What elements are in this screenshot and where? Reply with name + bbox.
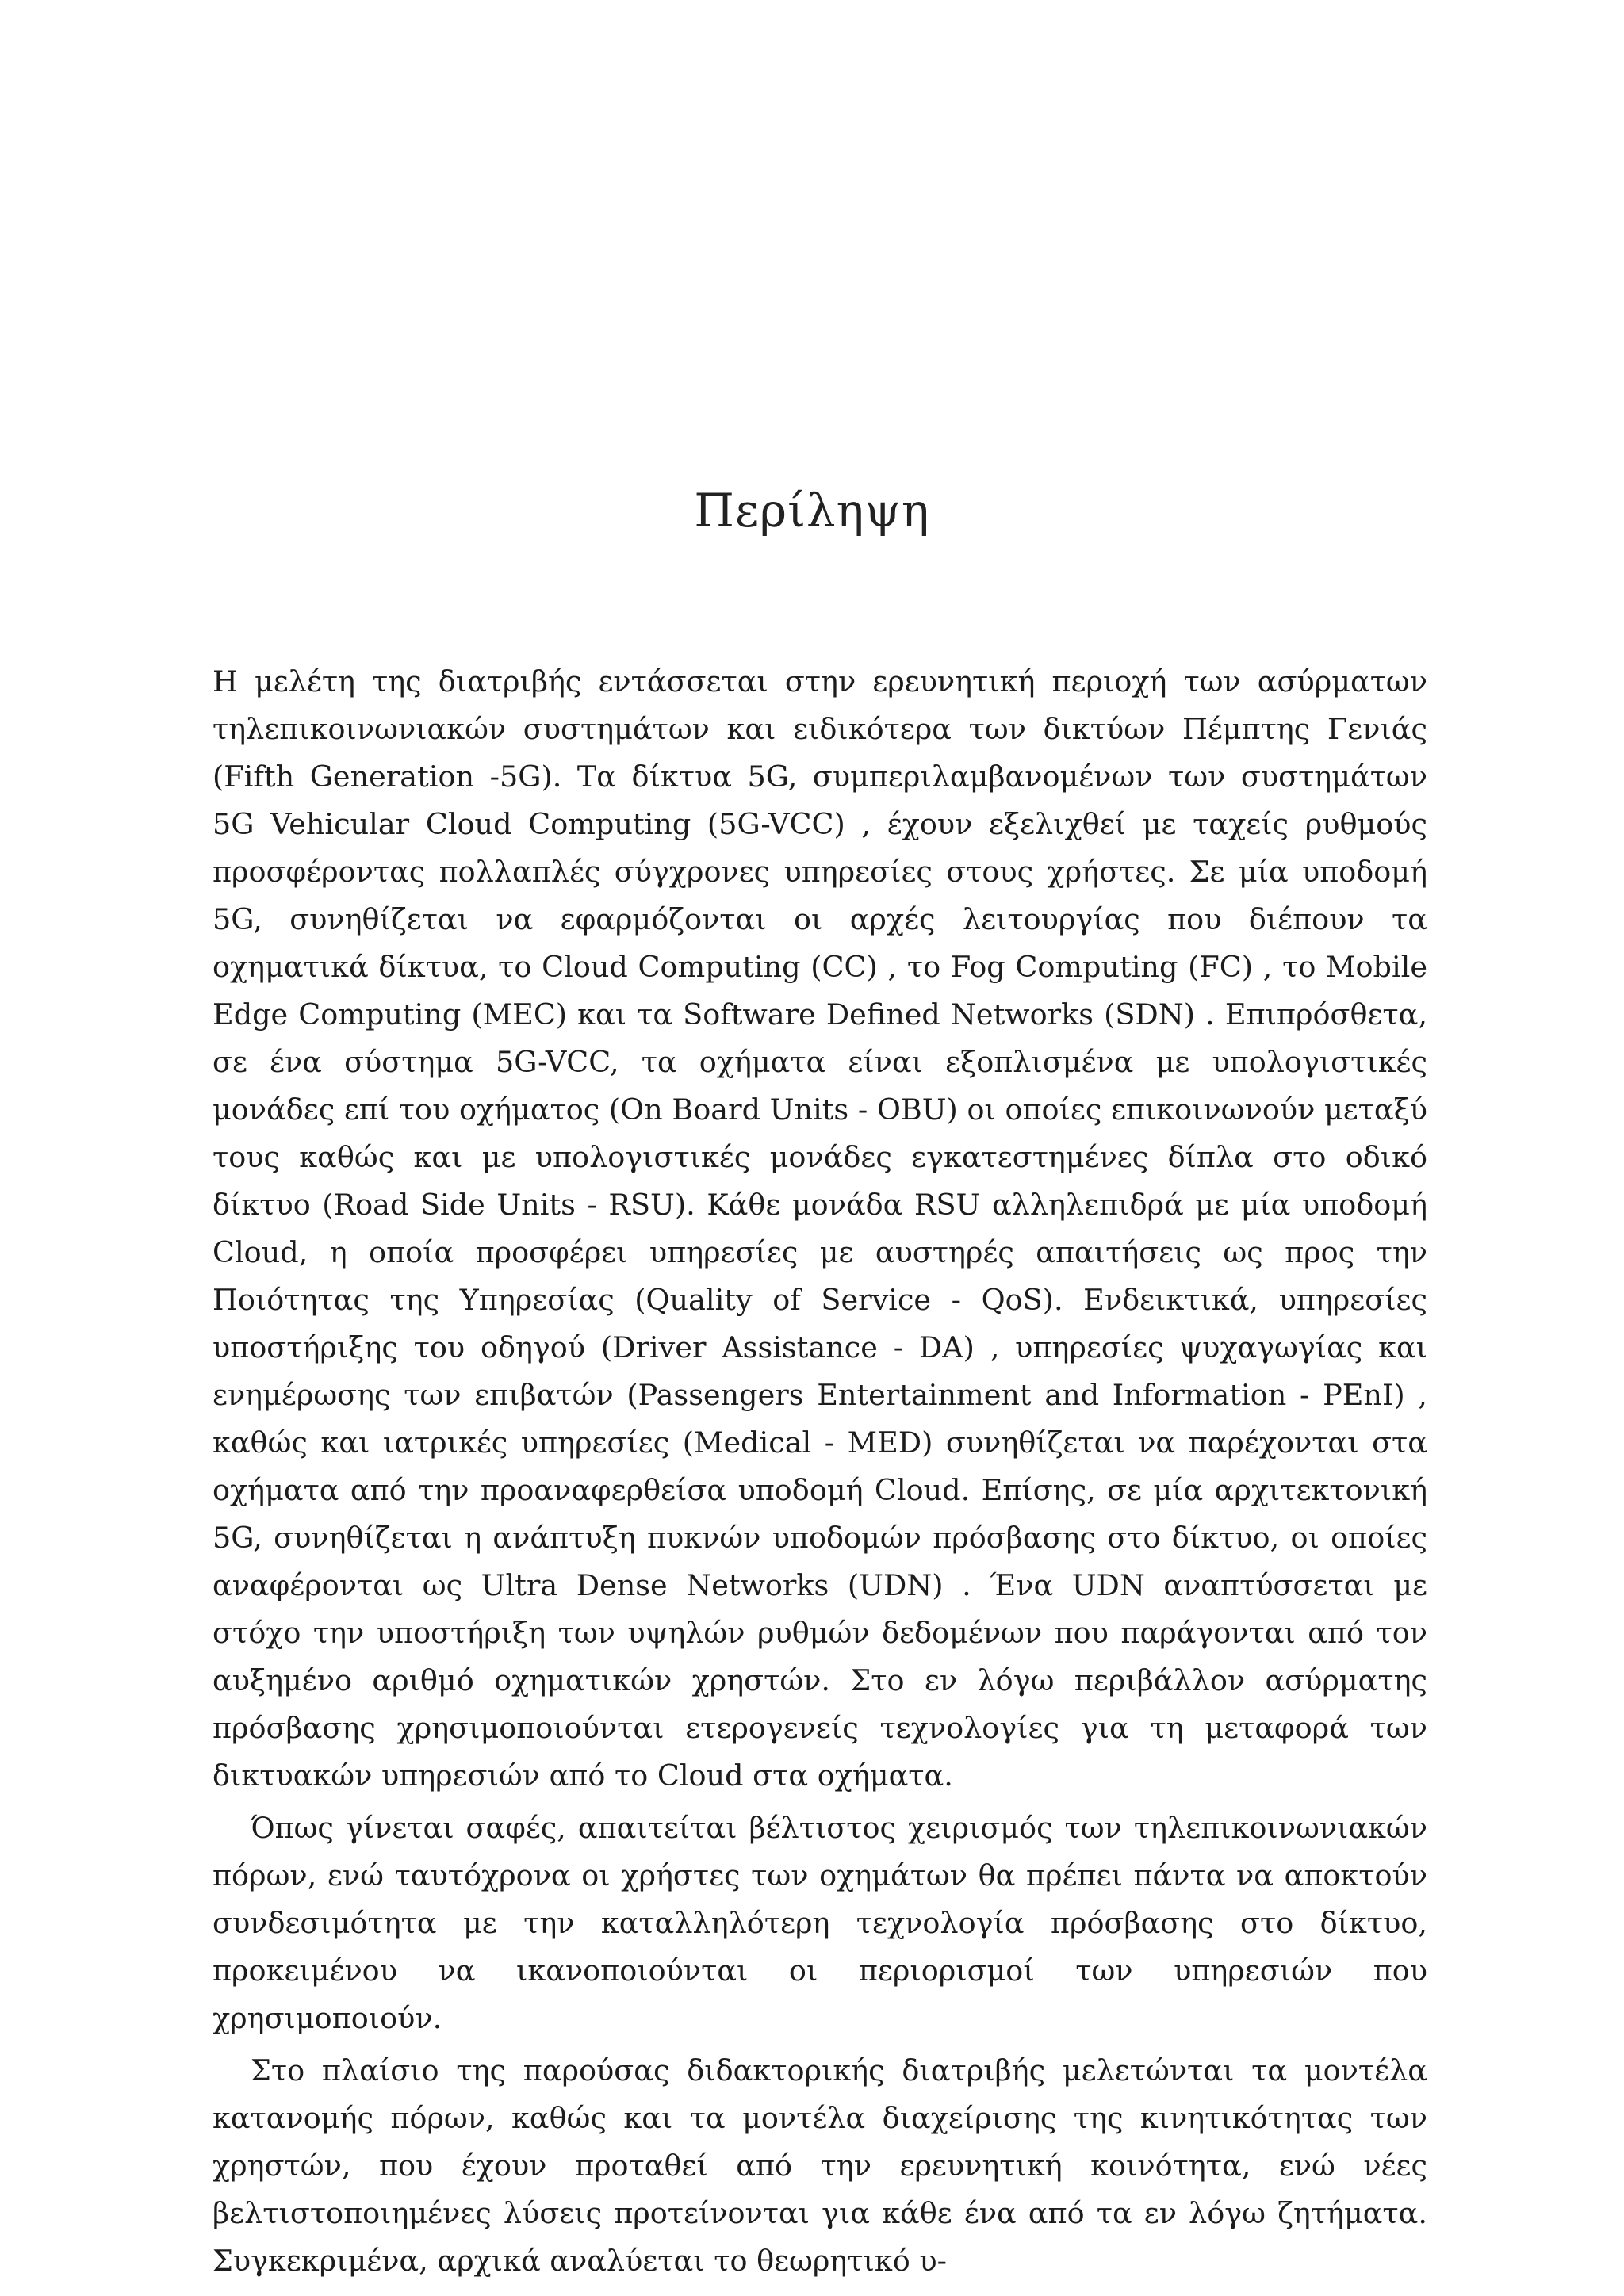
abstract-body bbox=[213, 658, 1427, 2285]
paragraph-3: Στο πλαίσιο της παρούσας διδακτορικής διατριβής μελετώνται τα μοντέλα κατανομής πόρων, καθώς και τα μοντέλα διαχείρισης της κινητικότητας των χρηστών, που έχουν προταθεί από την ερευνητική κοινότητα, ενώ νέες βελτιστοποιημένες λύσεις προτείνονται για κάθε ένα από τα εν λόγω ζητήματα. Συγκεκριμένα, αρχικά αναλύεται το θεωρητικό υ- bbox=[213, 2053, 1427, 2278]
paragraph-1: Η μελέτη της διατριβής εντάσσεται στην ερευνητική περιοχή των ασύρματων τηλεπικοινωνιακών συστημάτων και ειδικότερα των δικτύων Πέμπτης Γενιάς (Fifth Generation -5G). Τα δίκτυα 5G, συμπεριλαμβανομένων των συστημάτων 5G Vehicular Cloud Computing (5G-VCC) , έχουν εξελιχθεί με ταχείς ρυθμούς προσφέροντας πολλαπλές σύγχρονες υπηρεσίες στους χρήστες. Σε μία υποδομή 5G, συνηθίζεται να εφαρμόζονται οι αρχές λειτουργίας που διέπουν τα οχηματικά δίκτυα, το Cloud Computing (CC) , το Fog Computing (FC) , το Mobile Edge Computing (MEC) και τα Software Defined Networks (SDN) . Επιπρόσθετα, σε ένα σύστημα 5G-VCC, τα οχήματα είναι εξοπλισμένα με υπολογιστικές μονάδες επί του οχήματος (On Board Units - OBU) οι οποίες επικοινωνούν μεταξύ τους καθώς και με υπολογιστικές μονάδες εγκατεστημένες δίπλα στο οδικό δίκτυο (Road Side Units - RSU). Κάθε μονάδα RSU αλληλεπιδρά με μία υποδομή Cloud, η οποία προσφέρει υπηρεσίες με αυστηρές απαιτήσεις ως προς την Ποιότητας της Υπηρεσίας (Quality of Service - QoS). Ενδεικτικά, υπηρεσίες υποστήριξης του οδηγού (Driver Assistance - DA) , υπηρεσίες ψυχαγωγίας και ενημέρωσης των επιβατών (Passengers Entertainment and Information - PEnI) , καθώς και ιατρικές υπηρεσίες (Medical - MED) συνηθίζεται να παρέχονται στα οχήματα από την προαναφερθείσα υποδομή Cloud. Επίσης, σε μία αρχιτεκτονική 5G, συνηθίζεται η ανάπτυξη πυκνών υποδομών πρόσβασης στο δίκτυο, οι οποίες αναφέρονται ως Ultra Dense Networks (UDN) . Ένα UDN αναπτύσσεται με στόχο την υποστήριξη των υψηλών ρυθμών δεδομένων που παράγονται από τον αυξημένο αριθμό οχηματικών χρηστών. Στο εν λόγω περιβάλλον ασύρματης πρόσβασης χρησιμοποιούνται ετερογενείς τεχνολογίες για τη μεταφορά των δικτυακών υπηρεσιών από το Cloud στα οχήματα. bbox=[213, 664, 1427, 1793]
page-title: Περίληψη bbox=[694, 484, 930, 538]
paragraph-2: Όπως γίνεται σαφές, απαιτείται βέλτιστος χειρισμός των τηλεπικοινωνιακών πόρων, ενώ ταυτόχρονα οι χρήστες των οχημάτων θα πρέπει πάντα να αποκτούν συνδεσιμότητα με την καταλληλότερη τεχνολογία πρόσβασης στο δίκτυο, προκειμένου να ικανοποιούνται οι περιορισμοί των υπηρεσιών που χρησιμοποιούν. bbox=[213, 1811, 1427, 2035]
